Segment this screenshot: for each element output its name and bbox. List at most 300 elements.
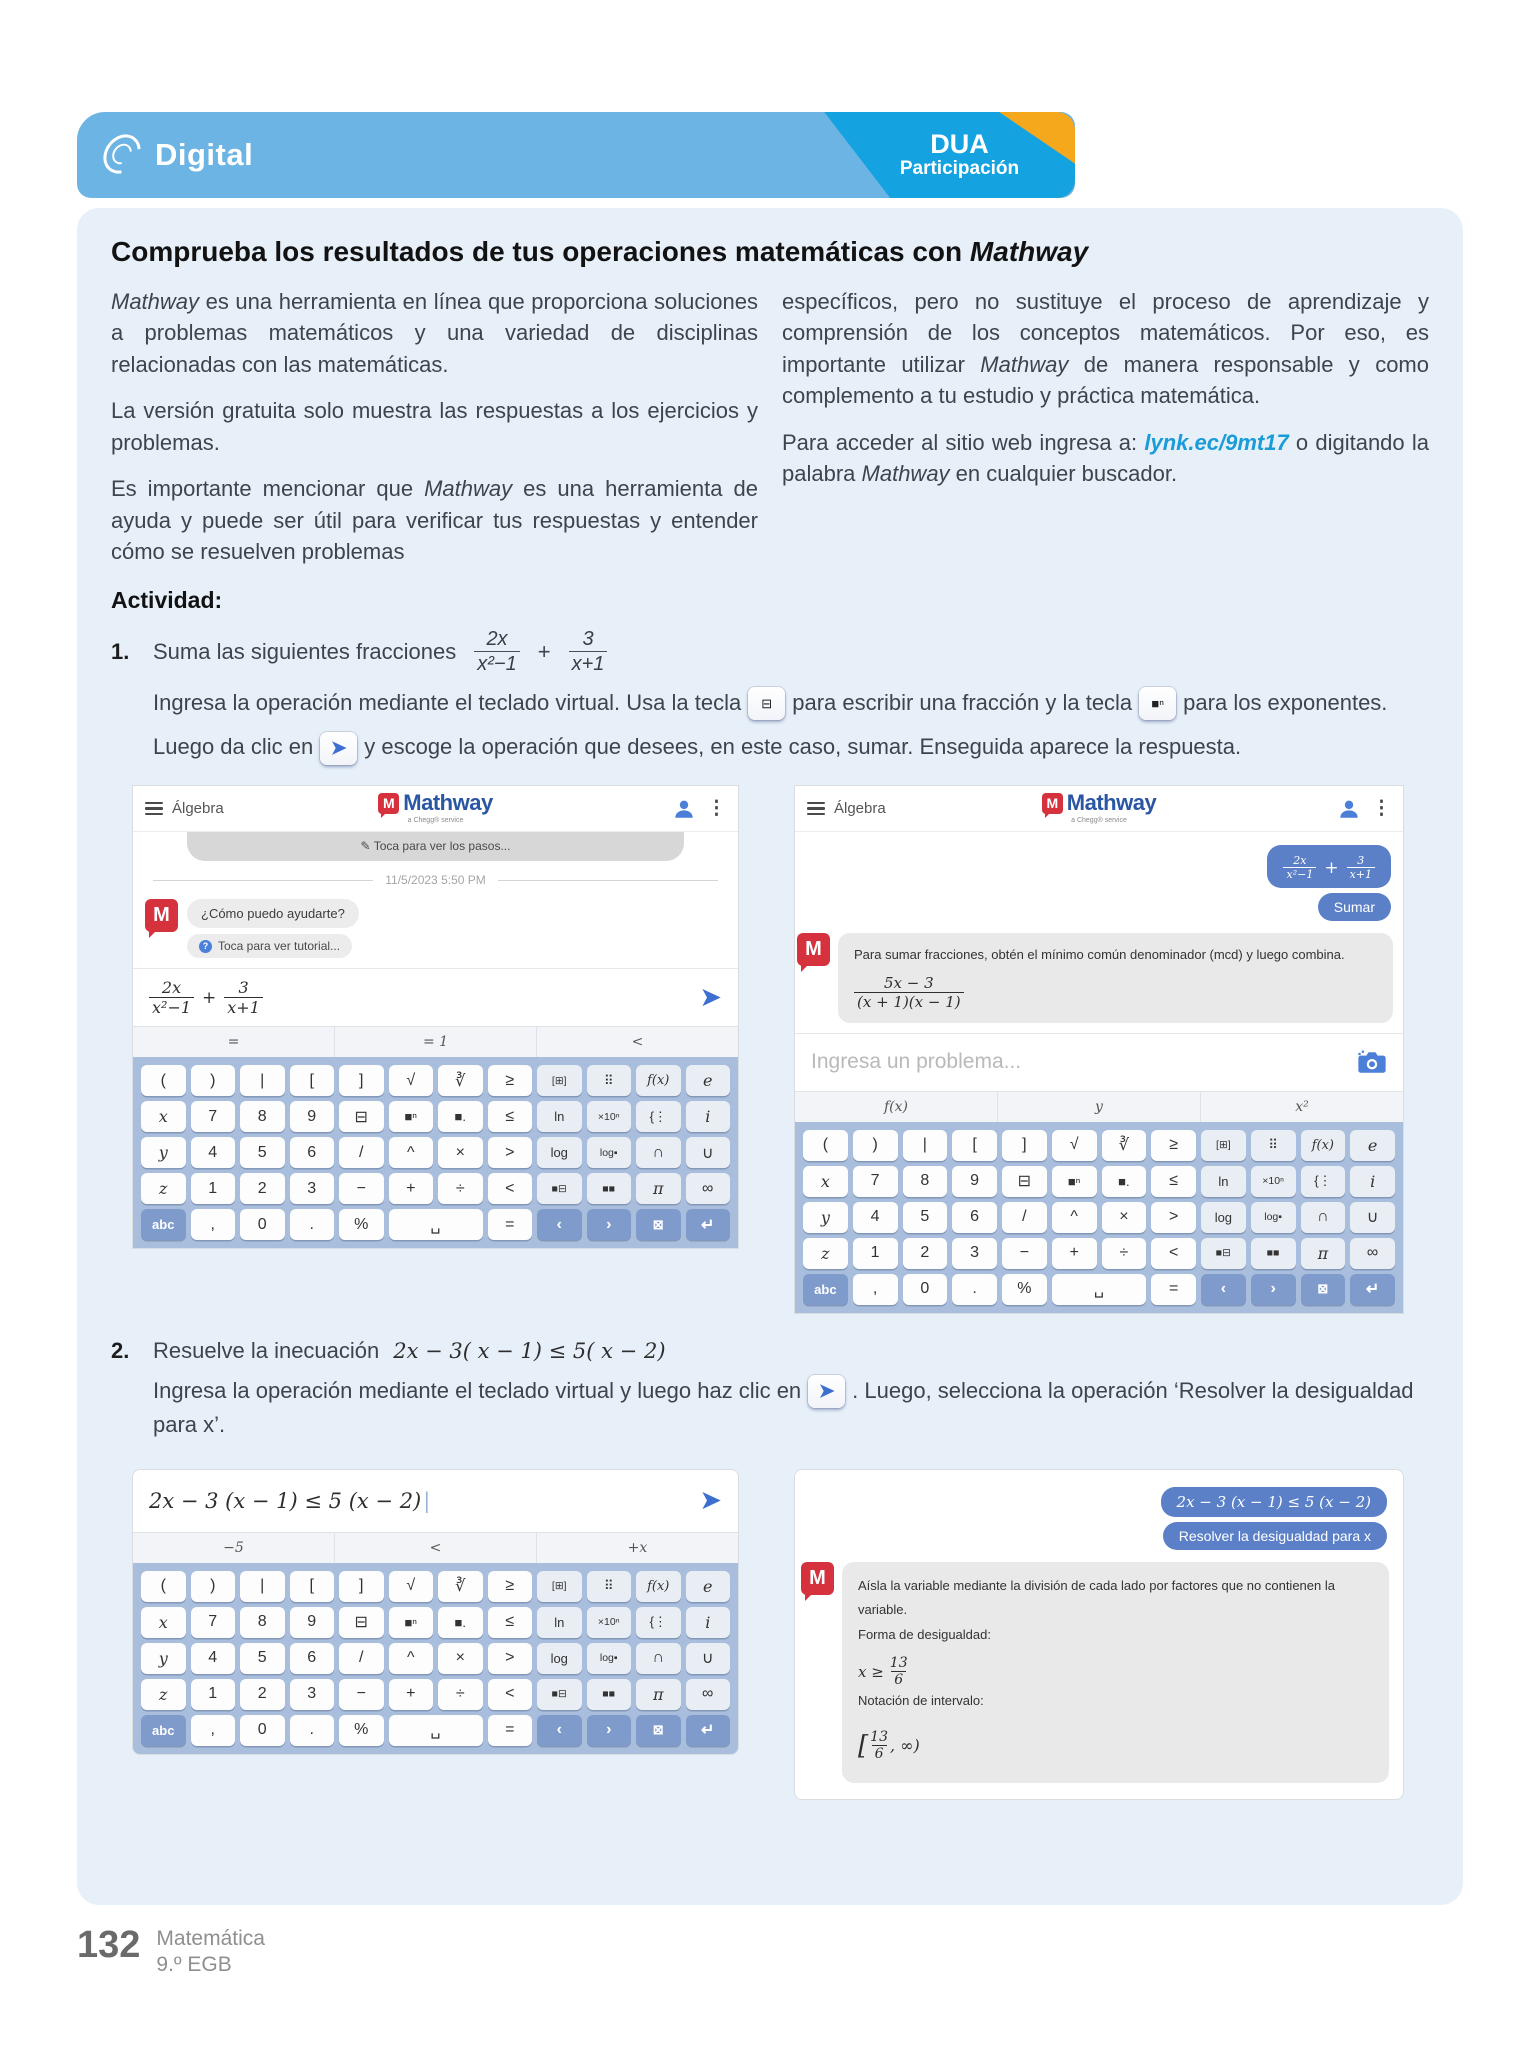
key-9[interactable]: 9 bbox=[290, 1101, 335, 1132]
key-var-y[interactable]: y bbox=[141, 1643, 186, 1674]
key-4[interactable]: 4 bbox=[853, 1202, 898, 1233]
key-slash[interactable]: / bbox=[339, 1137, 384, 1168]
key-greater-equal[interactable]: ≥ bbox=[1151, 1130, 1196, 1161]
topic-label[interactable]: Álgebra bbox=[172, 800, 224, 817]
key-5[interactable]: 5 bbox=[240, 1643, 285, 1674]
key-var-x[interactable]: x bbox=[803, 1166, 848, 1197]
chat-date: 11/5/2023 5:50 PM bbox=[153, 873, 718, 887]
key-absolute-value[interactable]: | bbox=[240, 1065, 285, 1096]
key-interval[interactable]: ■■ bbox=[587, 1173, 632, 1204]
key-percent[interactable]: % bbox=[339, 1715, 384, 1746]
key-2[interactable]: 2 bbox=[903, 1238, 948, 1269]
page-footer bbox=[77, 1926, 265, 1979]
fraction-numerator: 3 bbox=[582, 627, 594, 650]
tutorial-pill[interactable] bbox=[187, 934, 352, 958]
virtual-keyboard bbox=[133, 1057, 738, 1248]
item2-instructions bbox=[153, 1374, 1429, 1443]
activity-heading: Actividad: bbox=[111, 586, 223, 613]
form-label: Forma de desigualdad: bbox=[858, 1626, 991, 1642]
key-8[interactable]: 8 bbox=[240, 1101, 285, 1132]
key-union[interactable]: ∪ bbox=[686, 1137, 731, 1168]
text-segment: Mathway bbox=[861, 461, 950, 487]
key-absolute-value[interactable]: | bbox=[903, 1130, 948, 1161]
item-text: Suma las siguientes fracciones bbox=[153, 638, 457, 664]
key-square-root[interactable]: √ bbox=[389, 1065, 434, 1096]
key-equals[interactable]: = bbox=[488, 1209, 533, 1240]
mathway-screenshot-inequality-input bbox=[132, 1469, 739, 1755]
key-euler[interactable]: e bbox=[686, 1065, 731, 1096]
key-3[interactable]: 3 bbox=[290, 1173, 335, 1204]
math-input-field[interactable] bbox=[133, 968, 738, 1026]
key-euler[interactable]: e bbox=[686, 1571, 731, 1602]
key-scientific[interactable]: ×10ⁿ bbox=[587, 1607, 632, 1638]
key-imaginary[interactable]: i bbox=[686, 1101, 731, 1132]
info-icon: ? bbox=[199, 940, 212, 953]
key-enter[interactable]: ↵ bbox=[1350, 1274, 1395, 1305]
key-greater[interactable]: > bbox=[1151, 1202, 1196, 1233]
key-var-y[interactable]: y bbox=[803, 1202, 848, 1233]
key-exponent[interactable]: ■ⁿ bbox=[1052, 1166, 1097, 1197]
key-2[interactable]: 2 bbox=[240, 1173, 285, 1204]
key-plus[interactable]: + bbox=[1052, 1238, 1097, 1269]
key-7[interactable]: 7 bbox=[191, 1101, 236, 1132]
key-2[interactable]: 2 bbox=[240, 1679, 285, 1710]
key-abc[interactable]: abc bbox=[141, 1209, 186, 1240]
key-paren-close[interactable]: ) bbox=[191, 1065, 236, 1096]
key-absolute-value[interactable]: | bbox=[240, 1571, 285, 1602]
paragraph bbox=[111, 286, 758, 380]
key-percent[interactable]: % bbox=[339, 1209, 384, 1240]
user-expression-bubble: 2x x²−1 + $\frac{3}{x+1}$ bbox=[1267, 845, 1391, 888]
key-piecewise[interactable]: {⋮ bbox=[636, 1101, 681, 1132]
text-segment: Mathway bbox=[980, 351, 1069, 377]
intro-columns bbox=[111, 286, 1429, 583]
suggestion-chip[interactable]: −5 bbox=[223, 1539, 244, 1556]
chat-area bbox=[795, 832, 1403, 1033]
key-imaginary[interactable]: i bbox=[1350, 1166, 1395, 1197]
key-var-x[interactable]: x bbox=[141, 1607, 186, 1638]
key-square-root[interactable]: √ bbox=[389, 1571, 434, 1602]
menu-icon[interactable] bbox=[145, 802, 163, 816]
instruction-text: . Luego, selecciona la operación ‘Resolver la desigualdad para x’. bbox=[153, 1377, 1414, 1438]
key-subscript[interactable]: ■. bbox=[438, 1101, 483, 1132]
key-function[interactable]: f(x) bbox=[636, 1571, 681, 1602]
key-minus[interactable]: − bbox=[339, 1679, 384, 1710]
key-9[interactable]: 9 bbox=[952, 1166, 997, 1197]
inequality-solution: x ≥ $\frac{13}{6}$ bbox=[858, 1654, 908, 1689]
key-8[interactable]: 8 bbox=[240, 1607, 285, 1638]
key-slash[interactable]: / bbox=[1002, 1202, 1047, 1233]
bot-greeting-bubble: ¿Cómo puedo ayudarte? bbox=[187, 899, 359, 928]
key-piecewise[interactable]: {⋮ bbox=[636, 1607, 681, 1638]
key-square-root[interactable]: √ bbox=[1052, 1130, 1097, 1161]
send-key-icon: ➤ bbox=[808, 1375, 845, 1408]
key-scientific[interactable]: ×10ⁿ bbox=[1251, 1166, 1296, 1197]
key-bracket-close[interactable]: ] bbox=[1002, 1130, 1047, 1161]
key-3[interactable]: 3 bbox=[952, 1238, 997, 1269]
key-space[interactable]: ␣ bbox=[1052, 1274, 1147, 1305]
key-pi[interactable]: π bbox=[636, 1679, 681, 1710]
key-enter[interactable]: ↵ bbox=[686, 1209, 731, 1240]
key-slash[interactable]: / bbox=[339, 1643, 384, 1674]
overflow-menu-icon[interactable]: ⋮ bbox=[1372, 798, 1391, 819]
key-5[interactable]: 5 bbox=[240, 1137, 285, 1168]
instruction-text: Ingresa la operación mediante el teclado virtual y luego haz clic en bbox=[153, 1377, 802, 1403]
mathway-bot-avatar: M bbox=[801, 1562, 834, 1595]
key-1[interactable]: 1 bbox=[191, 1679, 236, 1710]
key-infinity[interactable]: ∞ bbox=[1350, 1238, 1395, 1269]
key-paren-close[interactable]: ) bbox=[191, 1571, 236, 1602]
key-minus[interactable]: − bbox=[339, 1173, 384, 1204]
suggestion-chip[interactable]: f(x) bbox=[883, 1098, 908, 1115]
key-dot[interactable]: . bbox=[290, 1209, 335, 1240]
mathway-bot-avatar: M bbox=[797, 933, 830, 966]
key-backspace[interactable]: ⊠ bbox=[636, 1209, 681, 1240]
key-bracket-close[interactable]: ] bbox=[339, 1065, 384, 1096]
suggestion-bar bbox=[133, 1026, 738, 1057]
key-var-x[interactable]: x bbox=[141, 1101, 186, 1132]
item-number: 2. bbox=[111, 1337, 130, 1363]
key-var-z[interactable]: z bbox=[803, 1238, 848, 1269]
intro-column-left bbox=[111, 286, 758, 583]
send-button[interactable]: ➤ bbox=[699, 982, 722, 1012]
key-7[interactable]: 7 bbox=[853, 1166, 898, 1197]
key-comma[interactable]: , bbox=[853, 1274, 898, 1305]
key-bracket-open[interactable]: [ bbox=[290, 1571, 335, 1602]
key-mixed-fraction[interactable]: ■⊟ bbox=[537, 1173, 582, 1204]
chegg-subtitle: a Chegg® service bbox=[1071, 817, 1127, 824]
key-less-equal[interactable]: ≤ bbox=[1151, 1166, 1196, 1197]
bot-answer-text: Aísla la variable mediante la división de cada lado por factores que no contienen la variable. bbox=[858, 1577, 1335, 1618]
suggestion-bar bbox=[133, 1532, 738, 1563]
key-greater-equal[interactable]: ≥ bbox=[488, 1065, 533, 1096]
key-exponent[interactable]: ■ⁿ bbox=[389, 1607, 434, 1638]
paragraph bbox=[111, 395, 758, 458]
key-dot[interactable]: . bbox=[952, 1274, 997, 1305]
send-key-icon: ➤ bbox=[320, 732, 357, 765]
key-cursor-left[interactable]: ‹ bbox=[1201, 1274, 1246, 1305]
key-intersection[interactable]: ∩ bbox=[636, 1643, 681, 1674]
key-paren-open[interactable]: ( bbox=[803, 1130, 848, 1161]
web-link[interactable]: lynk.ec/9mt17 bbox=[1144, 429, 1289, 455]
mathway-screenshot-input bbox=[132, 785, 739, 1249]
key-divide[interactable]: ÷ bbox=[438, 1173, 483, 1204]
key-greater[interactable]: > bbox=[488, 1137, 533, 1168]
key-euler[interactable]: e bbox=[1350, 1130, 1395, 1161]
key-enter[interactable]: ↵ bbox=[686, 1715, 731, 1746]
key-bracket-open[interactable]: [ bbox=[290, 1065, 335, 1096]
text-segment: en cualquier buscador. bbox=[949, 461, 1178, 487]
key-cursor-left[interactable]: ‹ bbox=[537, 1715, 582, 1746]
key-union[interactable]: ∪ bbox=[686, 1643, 731, 1674]
key-1[interactable]: 1 bbox=[853, 1238, 898, 1269]
mathway-m-icon: M bbox=[1042, 793, 1063, 814]
suggestion-chip[interactable]: < bbox=[334, 1533, 536, 1563]
dua-subtitle: Participación bbox=[899, 158, 1020, 180]
key-backspace[interactable]: ⊠ bbox=[1301, 1274, 1346, 1305]
math-input-field[interactable] bbox=[133, 1470, 738, 1532]
key-minus[interactable]: − bbox=[1002, 1238, 1047, 1269]
key-piecewise[interactable]: {⋮ bbox=[1301, 1166, 1346, 1197]
menu-icon[interactable] bbox=[807, 802, 825, 816]
title-text: Comprueba los resultados de tus operaciones matemáticas con bbox=[111, 236, 970, 267]
suggestion-chip[interactable]: < bbox=[536, 1027, 738, 1057]
key-intersection[interactable]: ∩ bbox=[1301, 1202, 1346, 1233]
suggestion-chip[interactable]: = 1 bbox=[334, 1027, 536, 1057]
title-mathway: Mathway bbox=[969, 236, 1089, 267]
key-natural-log[interactable]: ln bbox=[537, 1101, 582, 1132]
dua-badge-text bbox=[857, 112, 1062, 198]
input-placeholder: Ingresa un problema... bbox=[811, 1050, 1022, 1074]
key-9[interactable]: 9 bbox=[290, 1607, 335, 1638]
key-plus[interactable]: + bbox=[389, 1173, 434, 1204]
key-nth-root[interactable]: ∛ bbox=[438, 1571, 483, 1602]
key-percent[interactable]: % bbox=[1002, 1274, 1047, 1305]
overflow-menu-icon[interactable]: ⋮ bbox=[707, 798, 726, 819]
user-inequality-bubble: 2x − 3 (x − 1) ≤ 5 (x − 2) bbox=[1161, 1487, 1387, 1517]
dua-badge bbox=[745, 112, 1075, 198]
account-icon[interactable] bbox=[1338, 798, 1360, 820]
key-interval[interactable]: ■■ bbox=[1251, 1238, 1296, 1269]
key-union[interactable]: ∪ bbox=[1350, 1202, 1395, 1233]
mathway-m-icon: M bbox=[378, 793, 399, 814]
footer-grade: 9.º EGB bbox=[156, 1953, 232, 1977]
item1-instructions-2 bbox=[153, 730, 1429, 765]
key-matrix[interactable]: [⊞] bbox=[537, 1065, 582, 1096]
instruction-text: Ingresa la operación mediante el teclado virtual. Usa la tecla bbox=[153, 689, 742, 715]
key-0[interactable]: 0 bbox=[903, 1274, 948, 1305]
key-grid[interactable]: ⠿ bbox=[587, 1065, 632, 1096]
key-space[interactable]: ␣ bbox=[389, 1715, 483, 1746]
key-4[interactable]: 4 bbox=[191, 1643, 236, 1674]
screenshots-row-1 bbox=[132, 785, 1429, 1314]
key-multiply[interactable]: × bbox=[438, 1643, 483, 1674]
exponent-key-icon: ■ⁿ bbox=[1139, 687, 1176, 720]
instruction-text: y escoge la operación que desees, en este caso, sumar. Enseguida aparece la respuesta. bbox=[364, 734, 1242, 760]
mathway-screenshot-answer bbox=[794, 785, 1404, 1314]
key-8[interactable]: 8 bbox=[903, 1166, 948, 1197]
key-var-y[interactable]: y bbox=[141, 1137, 186, 1168]
key-pi[interactable]: π bbox=[1301, 1238, 1346, 1269]
fraction-numerator: 2x bbox=[486, 627, 508, 650]
key-4[interactable]: 4 bbox=[191, 1137, 236, 1168]
key-comma[interactable]: , bbox=[191, 1209, 236, 1240]
suggestion-chip[interactable]: y bbox=[997, 1092, 1200, 1122]
key-var-z[interactable]: z bbox=[141, 1679, 186, 1710]
content-panel bbox=[77, 208, 1463, 1905]
screenshots-row-2 bbox=[132, 1469, 1429, 1800]
key-paren-open[interactable]: ( bbox=[141, 1571, 186, 1602]
header-banner bbox=[77, 112, 1075, 198]
mathway-logo bbox=[795, 790, 1403, 824]
key-comma[interactable]: , bbox=[191, 1715, 236, 1746]
mathway-screenshot-inequality-answer bbox=[794, 1469, 1404, 1800]
key-divide[interactable]: ÷ bbox=[438, 1679, 483, 1710]
chegg-subtitle: a Chegg® service bbox=[407, 817, 464, 824]
key-function[interactable]: f(x) bbox=[1301, 1130, 1346, 1161]
key-matrix[interactable]: [⊞] bbox=[1201, 1130, 1246, 1161]
key-infinity[interactable]: ∞ bbox=[686, 1679, 731, 1710]
key-abc[interactable]: abc bbox=[141, 1715, 186, 1746]
key-equals[interactable]: = bbox=[1151, 1274, 1196, 1305]
virtual-keyboard bbox=[795, 1122, 1403, 1313]
key-nth-root[interactable]: ∛ bbox=[1102, 1130, 1147, 1161]
suggestion-chip[interactable]: = bbox=[227, 1034, 240, 1050]
text-segment: de manera responsable y como complemento a tu estudio y práctica matemática. bbox=[782, 351, 1429, 409]
text-segment: o digitando la palabra bbox=[782, 429, 1429, 487]
key-intersection[interactable]: ∩ bbox=[636, 1137, 681, 1168]
footer-subject: Matemática bbox=[156, 1927, 265, 1950]
suggestion-chip[interactable]: x² bbox=[1200, 1092, 1403, 1122]
key-interval[interactable]: ■■ bbox=[587, 1679, 632, 1710]
mathway-wordmark: Mathway bbox=[1066, 790, 1157, 815]
text-segment: es una herramienta de ayuda y puede ser útil para verificar tus respuestas y entender cómo se resuelven problemas bbox=[111, 476, 758, 565]
key-6[interactable]: 6 bbox=[290, 1643, 335, 1674]
key-caret[interactable]: ^ bbox=[1052, 1202, 1097, 1233]
key-caret[interactable]: ^ bbox=[389, 1137, 434, 1168]
key-0[interactable]: 0 bbox=[240, 1715, 285, 1746]
key-less[interactable]: < bbox=[488, 1679, 533, 1710]
key-matrix[interactable]: [⊞] bbox=[537, 1571, 582, 1602]
key-divide[interactable]: ÷ bbox=[1102, 1238, 1147, 1269]
key-paren-close[interactable]: ) bbox=[853, 1130, 898, 1161]
key-cursor-left[interactable]: ‹ bbox=[537, 1209, 582, 1240]
account-icon[interactable] bbox=[673, 798, 695, 820]
show-steps-pill[interactable]: ✎ Toca para ver los pasos... bbox=[187, 832, 683, 861]
key-backspace[interactable]: ⊠ bbox=[636, 1715, 681, 1746]
key-bracket-close[interactable]: ] bbox=[339, 1571, 384, 1602]
key-plus[interactable]: + bbox=[389, 1679, 434, 1710]
item-number: 1. bbox=[111, 638, 130, 664]
key-less[interactable]: < bbox=[1151, 1238, 1196, 1269]
key-equals[interactable]: = bbox=[488, 1715, 533, 1746]
key-grid[interactable]: ⠿ bbox=[1251, 1130, 1296, 1161]
chat-area bbox=[795, 1470, 1403, 1799]
key-caret[interactable]: ^ bbox=[389, 1643, 434, 1674]
send-button[interactable]: ➤ bbox=[699, 1485, 722, 1515]
key-mixed-fraction[interactable]: ■⊟ bbox=[1201, 1238, 1246, 1269]
key-5[interactable]: 5 bbox=[903, 1202, 948, 1233]
key-7[interactable]: 7 bbox=[191, 1607, 236, 1638]
key-6[interactable]: 6 bbox=[952, 1202, 997, 1233]
key-natural-log[interactable]: ln bbox=[1201, 1166, 1246, 1197]
key-grid[interactable]: ⠿ bbox=[587, 1571, 632, 1602]
key-cursor-right[interactable]: › bbox=[1251, 1274, 1296, 1305]
key-log-base[interactable]: log▪ bbox=[1251, 1202, 1296, 1233]
key-subscript[interactable]: ■. bbox=[1102, 1166, 1147, 1197]
fraction-formula bbox=[474, 628, 519, 676]
item1-instructions bbox=[153, 686, 1429, 721]
key-multiply[interactable]: × bbox=[438, 1137, 483, 1168]
key-3[interactable]: 3 bbox=[290, 1679, 335, 1710]
key-log[interactable]: log bbox=[537, 1643, 582, 1674]
bot-message bbox=[133, 895, 738, 968]
key-fraction[interactable]: ⊟ bbox=[339, 1607, 384, 1638]
problem-input-field[interactable] bbox=[795, 1033, 1403, 1091]
key-subscript[interactable]: ■. bbox=[438, 1607, 483, 1638]
paragraph bbox=[111, 473, 758, 567]
plus-sign: + bbox=[537, 638, 551, 664]
plus-sign: + bbox=[202, 987, 217, 1008]
key-nth-root[interactable]: ∛ bbox=[438, 1065, 483, 1096]
bot-answer bbox=[801, 1562, 1389, 1783]
text-segment: Para acceder al sitio web ingresa a: bbox=[782, 429, 1145, 455]
camera-icon[interactable] bbox=[1357, 1050, 1387, 1075]
fraction-denominator: x²−1 bbox=[474, 651, 519, 676]
key-paren-open[interactable]: ( bbox=[141, 1065, 186, 1096]
mathway-bot-avatar: M bbox=[145, 899, 178, 932]
answer-fraction: $\frac{5x - 3}{(x + 1)(x - 1)}$ bbox=[854, 972, 1377, 1011]
key-function[interactable]: f(x) bbox=[636, 1065, 681, 1096]
key-greater[interactable]: > bbox=[488, 1643, 533, 1674]
activity-item-2 bbox=[111, 1338, 1429, 1364]
instruction-text: Luego da clic en bbox=[153, 734, 314, 760]
key-less-equal[interactable]: ≤ bbox=[488, 1101, 533, 1132]
key-bracket-open[interactable]: [ bbox=[952, 1130, 997, 1161]
key-space[interactable]: ␣ bbox=[389, 1209, 483, 1240]
user-operation-bubble: Resolver la desigualdad para x bbox=[1163, 1522, 1387, 1550]
topic-label[interactable]: Álgebra bbox=[834, 800, 886, 817]
suggestion-bar bbox=[795, 1091, 1403, 1122]
key-var-z[interactable]: z bbox=[141, 1173, 186, 1204]
key-less-equal[interactable]: ≤ bbox=[488, 1607, 533, 1638]
key-multiply[interactable]: × bbox=[1102, 1202, 1147, 1233]
key-log-base[interactable]: log▪ bbox=[587, 1643, 632, 1674]
key-1[interactable]: 1 bbox=[191, 1173, 236, 1204]
key-pi[interactable]: π bbox=[636, 1173, 681, 1204]
suggestion-chip[interactable]: +x bbox=[536, 1533, 738, 1563]
virtual-keyboard bbox=[133, 1563, 738, 1754]
key-imaginary[interactable]: i bbox=[686, 1607, 731, 1638]
key-cursor-right[interactable]: › bbox=[587, 1715, 632, 1746]
brand-c-logo-icon bbox=[103, 131, 143, 179]
key-fraction[interactable]: ⊟ bbox=[1002, 1166, 1047, 1197]
key-log-base[interactable]: log▪ bbox=[587, 1137, 632, 1168]
page-title bbox=[111, 236, 1429, 268]
key-less[interactable]: < bbox=[488, 1173, 533, 1204]
key-infinity[interactable]: ∞ bbox=[686, 1173, 731, 1204]
key-fraction[interactable]: ⊟ bbox=[339, 1101, 384, 1132]
brand-name: Digital bbox=[155, 137, 254, 172]
brand bbox=[103, 112, 253, 198]
key-exponent[interactable]: ■ⁿ bbox=[389, 1101, 434, 1132]
key-abc[interactable]: abc bbox=[803, 1274, 848, 1305]
text-segment: La versión gratuita solo muestra las respuestas a los ejercicios y problemas. bbox=[111, 398, 758, 455]
entered-fraction-1: 2x x²−1 bbox=[149, 979, 194, 1017]
key-dot[interactable]: . bbox=[290, 1715, 335, 1746]
fraction-key-icon: ⊟ bbox=[748, 687, 785, 720]
key-6[interactable]: 6 bbox=[290, 1137, 335, 1168]
text-segment: es una herramienta en línea que proporciona soluciones a problemas matemáticos y una variedad de disciplinas relacionadas con las matemáticas. bbox=[111, 289, 758, 377]
text-segment: Mathway bbox=[424, 476, 513, 502]
key-0[interactable]: 0 bbox=[240, 1209, 285, 1240]
key-natural-log[interactable]: ln bbox=[537, 1607, 582, 1638]
app-header bbox=[795, 786, 1403, 832]
footer-labels bbox=[156, 1926, 265, 1979]
key-cursor-right[interactable]: › bbox=[587, 1209, 632, 1240]
bot-answer bbox=[797, 933, 1393, 1023]
text-segment: Mathway bbox=[111, 289, 200, 314]
key-log[interactable]: log bbox=[1201, 1202, 1246, 1233]
key-log[interactable]: log bbox=[537, 1137, 582, 1168]
instruction-text: para los exponentes. bbox=[1183, 689, 1388, 715]
entered-fraction-2: $\frac{3}{x+1}$ bbox=[224, 979, 263, 1017]
paragraph bbox=[782, 286, 1429, 412]
item-text: Resuelve la inecuación bbox=[153, 1337, 380, 1363]
key-mixed-fraction[interactable]: ■⊟ bbox=[537, 1679, 582, 1710]
key-scientific[interactable]: ×10ⁿ bbox=[587, 1101, 632, 1132]
key-greater-equal[interactable]: ≥ bbox=[488, 1571, 533, 1602]
